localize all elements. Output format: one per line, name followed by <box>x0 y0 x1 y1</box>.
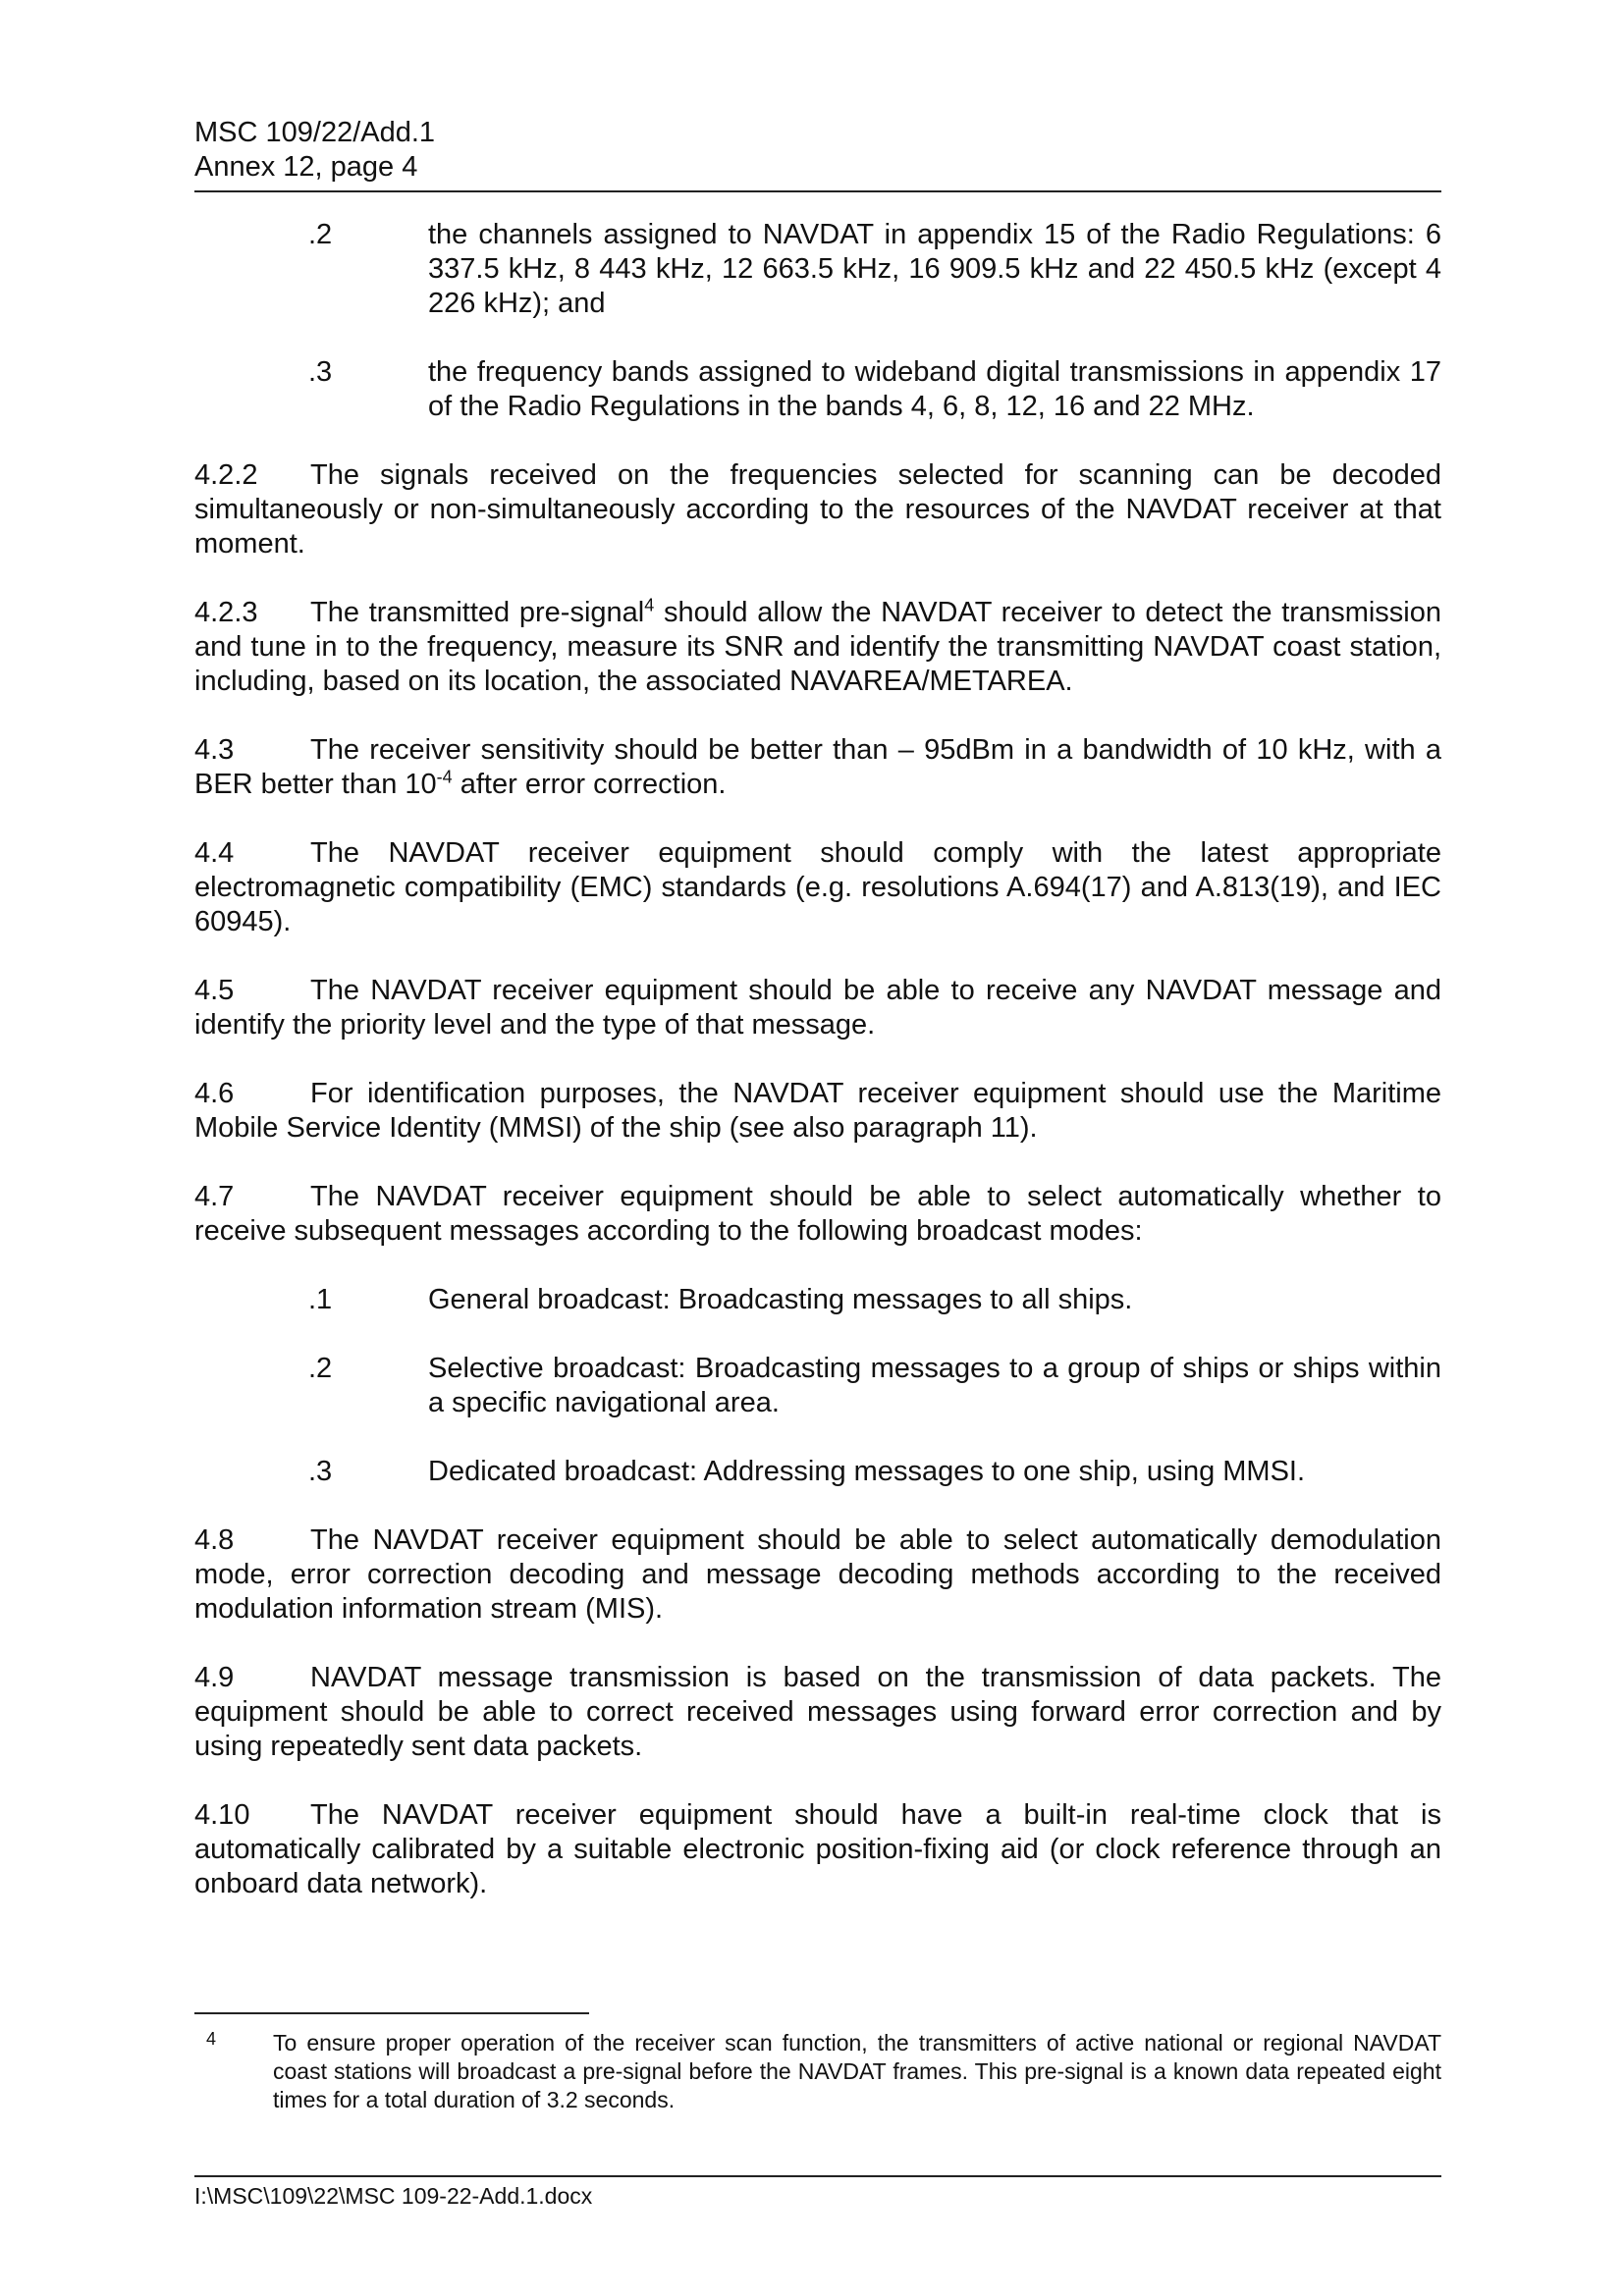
list-item-text: the frequency bands assigned to wideband digital transmissions in appendix 17 of the Radio Regulations in the bands 4, 6, 8, 12, 16 and 22 MHz. <box>428 356 1441 422</box>
paragraph-4-4 <box>194 836 1441 939</box>
paragraph-4-6 <box>194 1077 1441 1146</box>
paragraph-4-2-2 <box>194 458 1441 561</box>
paragraph-text: The NAVDAT receiver equipment should be able to select automatically demodulation mode, error correction decoding and message decoding methods according to the received modulation information stream (MIS). <box>194 1524 1441 1625</box>
page-header <box>194 116 1441 192</box>
list-item-text: Dedicated broadcast: Addressing messages to one ship, using MMSI. <box>428 1456 1306 1487</box>
paragraph-text: The transmitted pre-signal <box>310 597 645 628</box>
file-path: I:\MSC\109\22\MSC 109-22-Add.1.docx <box>194 2183 593 2209</box>
footnote-separator <box>194 2012 589 2014</box>
list-item <box>194 355 1441 424</box>
paragraph-number: 4.3 <box>194 734 235 766</box>
paragraph-number: 4.2.2 <box>194 459 258 491</box>
footnote-number: 4 <box>206 2029 217 2049</box>
footnote <box>194 2029 1441 2114</box>
list-item-number: .2 <box>308 1353 333 1384</box>
page-reference: Annex 12, page 4 <box>194 151 418 183</box>
document-reference: MSC 109/22/Add.1 <box>194 117 436 148</box>
list-item-text: Selective broadcast: Broadcasting messages to a group of ships or ships within a specific navigational area. <box>428 1353 1441 1418</box>
list-item <box>194 1455 1441 1489</box>
footnote-text: To ensure proper operation of the receiver scan function, the transmitters of active national or regional NAVDAT coast stations will broadcast a pre-signal before the NAVDAT frames. This pre-signal is a known data repeated eight times for a total duration of 3.2 seconds. <box>273 2030 1441 2112</box>
paragraph-4-5 <box>194 974 1441 1042</box>
paragraph-number: 4.5 <box>194 975 235 1006</box>
paragraph-number: 4.2.3 <box>194 597 258 628</box>
paragraph-text: The NAVDAT receiver equipment should be able to select automatically whether to receive subsequent messages according to the following broadcast modes: <box>194 1181 1441 1247</box>
list-item-number: .1 <box>308 1284 333 1315</box>
exponent: -4 <box>436 767 453 787</box>
list-item <box>194 1283 1441 1317</box>
paragraph-4-9 <box>194 1661 1441 1764</box>
list-item-text: General broadcast: Broadcasting messages to all ships. <box>428 1284 1133 1315</box>
list-item-text: the channels assigned to NAVDAT in appendix 15 of the Radio Regulations: 6 337.5 kHz, 8 443 kHz, 12 663.5 kHz, 16 909.5 kHz and 22 450.5 kHz (except 4 226 kHz); and <box>428 219 1441 319</box>
paragraph-number: 4.9 <box>194 1662 235 1693</box>
document-body <box>194 218 1441 1901</box>
page-footer <box>194 2175 1441 2211</box>
paragraph-4-10 <box>194 1798 1441 1901</box>
paragraph-text: For identification purposes, the NAVDAT receiver equipment should use the Maritime Mobile Service Identity (MMSI) of the ship (see also paragraph 11). <box>194 1078 1441 1144</box>
list-item-number: .2 <box>308 219 333 250</box>
paragraph-text: The NAVDAT receiver equipment should have a built-in real-time clock that is automatically calibrated by a suitable electronic position-fixing aid (or clock reference through an onboard data network). <box>194 1799 1441 1899</box>
paragraph-4-7 <box>194 1180 1441 1249</box>
list-item-number: .3 <box>308 356 333 388</box>
footnote-reference[interactable]: 4 <box>644 595 655 615</box>
paragraph-number: 4.7 <box>194 1181 235 1212</box>
paragraph-text-continued: should allow the NAVDAT receiver to detect the transmission and tune in to the frequency, measure its SNR and identify the transmitting NAVDAT coast station, including, based on its location, the associated NAVAREA/METAREA. <box>194 597 1441 697</box>
paragraph-4-3 <box>194 733 1441 802</box>
paragraph-number: 4.4 <box>194 837 235 869</box>
list-item <box>194 218 1441 321</box>
paragraph-number: 4.6 <box>194 1078 235 1109</box>
paragraph-text: NAVDAT message transmission is based on the transmission of data packets. The equipment should be able to correct received messages using forward error correction and by using repeatedly sent data packets. <box>194 1662 1441 1762</box>
paragraph-4-8 <box>194 1523 1441 1627</box>
paragraph-text: The NAVDAT receiver equipment should comply with the latest appropriate electromagnetic compatibility (EMC) standards (e.g. resolutions A.694(17) and A.813(19), and IEC 60945). <box>194 837 1441 937</box>
paragraph-text-continued: after error correction. <box>452 769 727 800</box>
list-item <box>194 1352 1441 1420</box>
paragraph-number: 4.10 <box>194 1799 250 1831</box>
paragraph-4-2-3 <box>194 596 1441 699</box>
paragraph-text: The NAVDAT receiver equipment should be able to receive any NAVDAT message and identify the priority level and the type of that message. <box>194 975 1441 1041</box>
paragraph-text: The signals received on the frequencies selected for scanning can be decoded simultaneously or non-simultaneously according to the resources of the NAVDAT receiver at that moment. <box>194 459 1441 560</box>
paragraph-text: The receiver sensitivity should be better than – 95dBm in a bandwidth of 10 kHz, with a BER better than 10 <box>194 734 1441 800</box>
list-item-number: .3 <box>308 1456 333 1487</box>
paragraph-number: 4.8 <box>194 1524 235 1556</box>
